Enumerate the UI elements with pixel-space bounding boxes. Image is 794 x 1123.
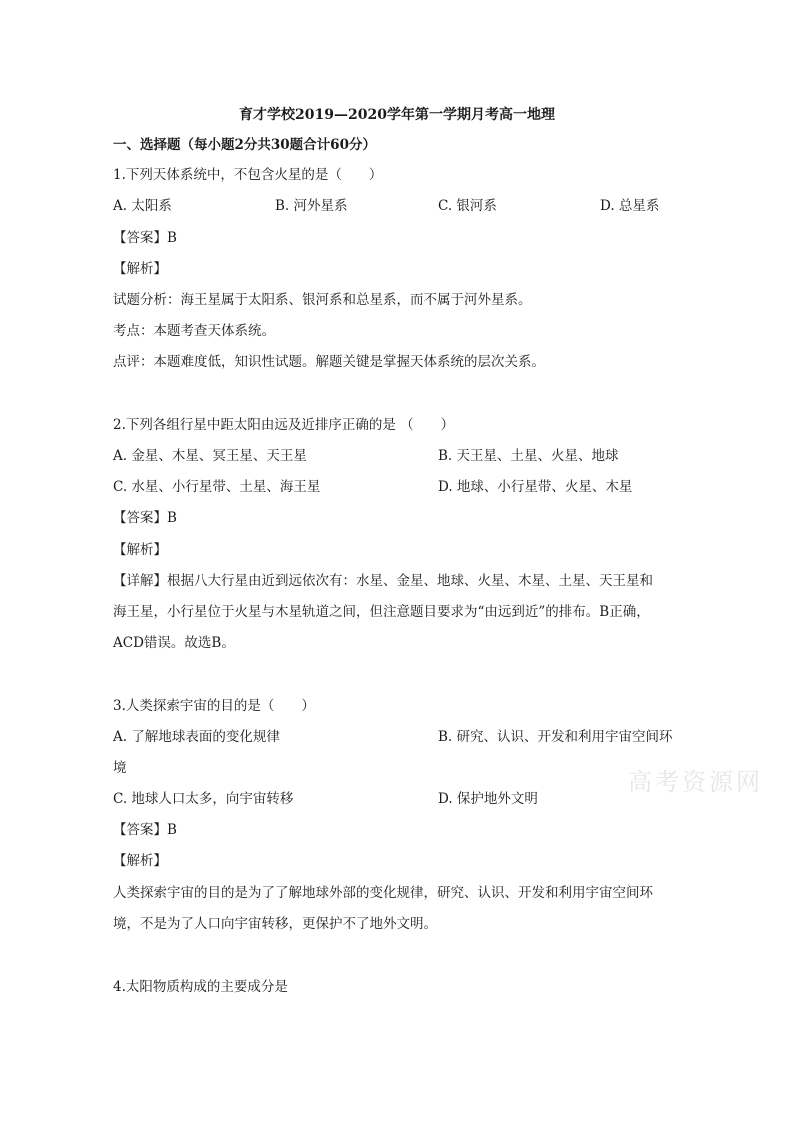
question-1-option-b: B. 河外星系 — [275, 198, 348, 214]
question-3-analysis-line: 境，不是为了人口向宇宙转移，更保护不了地外文明。 — [113, 916, 437, 932]
question-2-analysis-label: 【解析】 — [113, 542, 167, 558]
question-2-option-b: B. 天王星、土星、火星、地球 — [438, 448, 619, 464]
question-3-stem: 3.人类探索宇宙的目的是（ ） — [113, 698, 315, 714]
question-3-option-b-continued: 境 — [113, 760, 127, 776]
question-1-analysis-label: 【解析】 — [113, 261, 167, 277]
question-1-analysis-line: 试题分析：海王星属于太阳系、银河系和总星系，而不属于河外星系。 — [113, 292, 532, 308]
question-3-analysis-label: 【解析】 — [113, 853, 167, 869]
question-2-option-d: D. 地球、小行星带、火星、木星 — [438, 479, 633, 495]
question-1-stem: 1.下列天体系统中，不包含火星的是（ ） — [113, 167, 383, 183]
question-2-analysis-line: 海王星，小行星位于火星与木星轨道之间，但注意题目要求为“由远到近”的排布。B正确， — [113, 604, 650, 620]
document-title: 育才学校2019—2020学年第一学期月考高一地理 — [239, 107, 555, 123]
watermark: 高考资源网 — [628, 768, 763, 796]
question-2-analysis-line: ACD错误。故选B。 — [113, 635, 235, 651]
question-1-answer: 【答案】B — [113, 230, 177, 246]
question-3-answer: 【答案】B — [113, 822, 177, 838]
question-2-answer: 【答案】B — [113, 510, 177, 526]
question-1-option-d: D. 总星系 — [600, 198, 660, 214]
question-1-option-a: A. 太阳系 — [113, 198, 172, 214]
question-3-option-b: B. 研究、认识、开发和利用宇宙空间环 — [438, 729, 673, 745]
question-3-option-a: A. 了解地球表面的变化规律 — [113, 729, 280, 745]
question-3-option-d: D. 保护地外文明 — [438, 791, 538, 807]
question-2-stem: 2.下列各组行星中距太阳由远及近排序正确的是 （ ） — [113, 417, 455, 433]
question-1-analysis-line: 考点：本题考查天体系统。 — [113, 323, 275, 339]
question-3-option-c: C. 地球人口太多，向宇宙转移 — [113, 791, 294, 807]
question-2-analysis-line: 【详解】根据八大行星由近到远依次有：水星、金星、地球、火星、木星、土星、天王星和 — [113, 573, 653, 589]
question-4-stem: 4.太阳物质构成的主要成分是 — [113, 979, 288, 995]
question-1-analysis-line: 点评：本题难度低，知识性试题。解题关键是掌握天体系统的层次关系。 — [113, 354, 545, 370]
section-header: 一、选择题（每小题2分共30题合计60分） — [113, 137, 376, 153]
question-2-option-a: A. 金星、木星、冥王星、天王星 — [113, 448, 307, 464]
question-1-option-c: C. 银河系 — [438, 198, 497, 214]
question-3-analysis-line: 人类探索宇宙的目的是为了了解地球外部的变化规律，研究、认识、开发和利用宇宙空间环 — [113, 885, 653, 901]
question-2-option-c: C. 水星、小行星带、土星、海王星 — [113, 479, 321, 495]
